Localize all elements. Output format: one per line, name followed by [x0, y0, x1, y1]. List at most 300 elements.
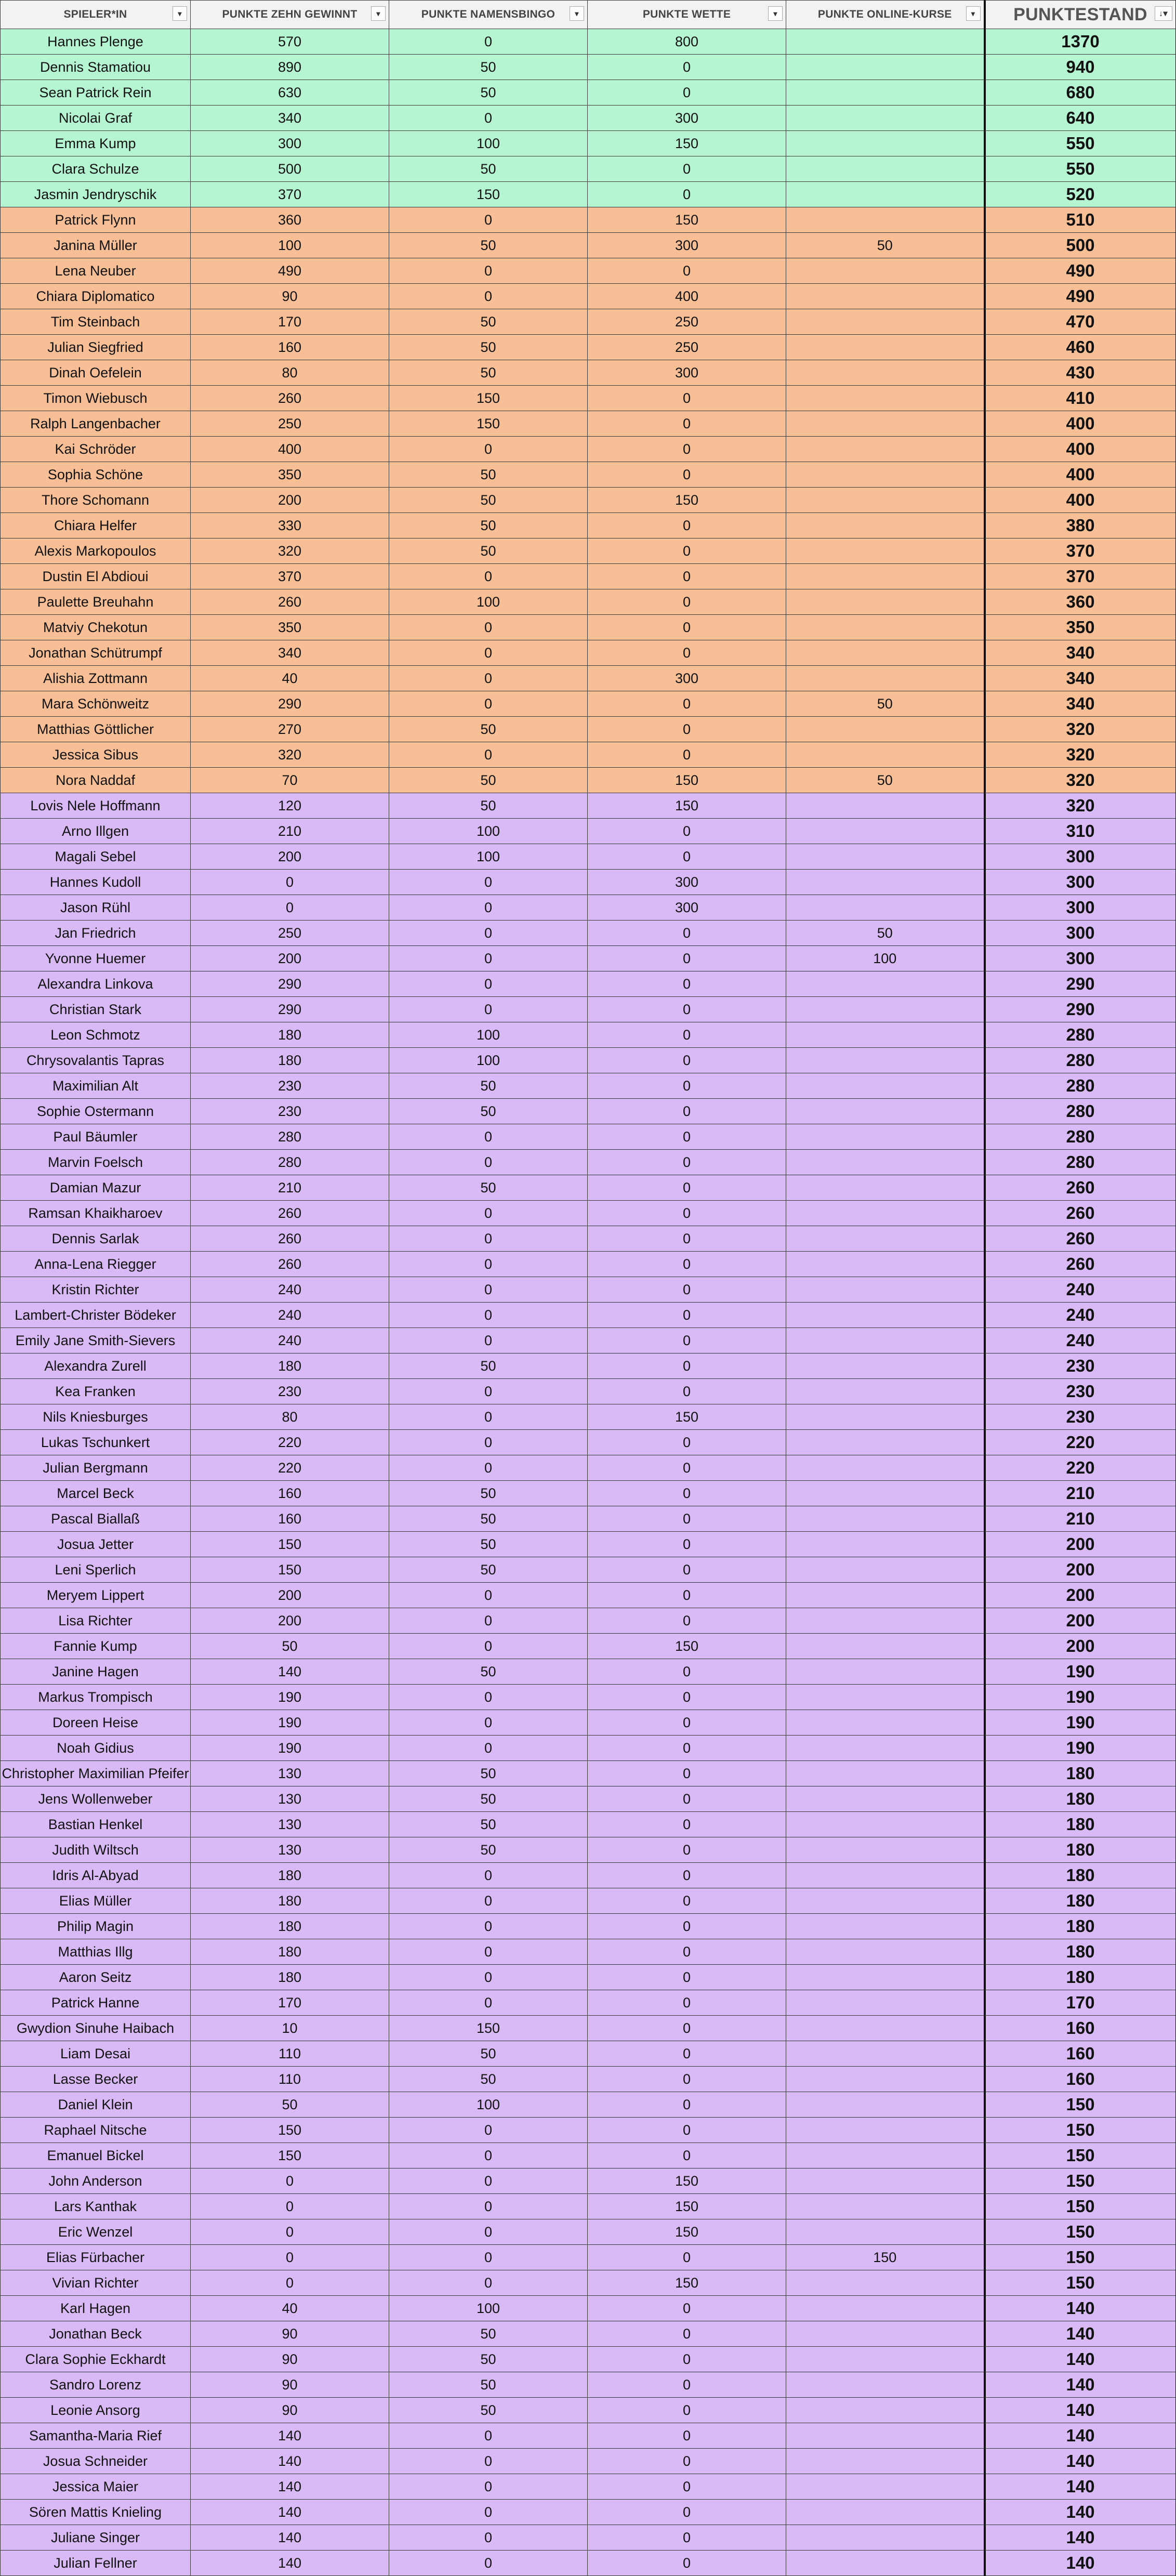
wette-cell[interactable]: 0 — [588, 946, 786, 971]
namensbingo-cell[interactable]: 150 — [389, 386, 588, 411]
online-kurse-cell[interactable] — [786, 335, 985, 360]
dropdown-arrow-icon[interactable]: ▾ — [768, 6, 783, 21]
namensbingo-cell[interactable]: 0 — [389, 2118, 588, 2143]
namensbingo-cell[interactable]: 50 — [389, 1786, 588, 1812]
zehn-gewinnt-cell[interactable]: 230 — [191, 1073, 389, 1099]
namensbingo-cell[interactable]: 50 — [389, 538, 588, 564]
wette-cell[interactable]: 0 — [588, 1659, 786, 1685]
namensbingo-cell[interactable]: 50 — [389, 1506, 588, 1532]
namensbingo-cell[interactable]: 0 — [389, 1583, 588, 1608]
wette-cell[interactable]: 0 — [588, 1175, 786, 1201]
zehn-gewinnt-cell[interactable]: 250 — [191, 411, 389, 437]
player-name-cell[interactable]: Doreen Heise — [1, 1710, 191, 1736]
namensbingo-cell[interactable]: 150 — [389, 411, 588, 437]
zehn-gewinnt-cell[interactable]: 200 — [191, 844, 389, 870]
wette-cell[interactable]: 0 — [588, 742, 786, 768]
namensbingo-cell[interactable]: 0 — [389, 1608, 588, 1634]
player-name-cell[interactable]: Leni Sperlich — [1, 1557, 191, 1583]
punktestand-cell[interactable]: 180 — [985, 1965, 1176, 1990]
player-name-cell[interactable]: Jasmin Jendryschik — [1, 182, 191, 207]
namensbingo-cell[interactable]: 0 — [389, 2500, 588, 2525]
online-kurse-cell[interactable] — [786, 131, 985, 156]
player-name-cell[interactable]: Alexandra Linkova — [1, 971, 191, 997]
zehn-gewinnt-cell[interactable]: 290 — [191, 691, 389, 717]
online-kurse-cell[interactable] — [786, 666, 985, 691]
namensbingo-cell[interactable]: 50 — [389, 1175, 588, 1201]
wette-cell[interactable]: 0 — [588, 1812, 786, 1837]
namensbingo-cell[interactable]: 0 — [389, 971, 588, 997]
zehn-gewinnt-cell[interactable]: 340 — [191, 106, 389, 131]
online-kurse-cell[interactable] — [786, 284, 985, 309]
wette-cell[interactable]: 0 — [588, 1965, 786, 1990]
namensbingo-cell[interactable]: 0 — [389, 1863, 588, 1888]
namensbingo-cell[interactable]: 0 — [389, 1303, 588, 1328]
punktestand-cell[interactable]: 280 — [985, 1073, 1176, 1099]
namensbingo-cell[interactable]: 0 — [389, 1252, 588, 1277]
wette-cell[interactable]: 0 — [588, 1888, 786, 1914]
wette-cell[interactable]: 0 — [588, 411, 786, 437]
zehn-gewinnt-cell[interactable]: 190 — [191, 1685, 389, 1710]
punktestand-cell[interactable]: 180 — [985, 1888, 1176, 1914]
wette-cell[interactable]: 0 — [588, 1150, 786, 1175]
wette-cell[interactable]: 0 — [588, 1303, 786, 1328]
player-name-cell[interactable]: Emily Jane Smith-Sievers — [1, 1328, 191, 1353]
punktestand-cell[interactable]: 680 — [985, 80, 1176, 106]
zehn-gewinnt-cell[interactable]: 570 — [191, 29, 389, 55]
online-kurse-cell[interactable] — [786, 1404, 985, 1430]
player-name-cell[interactable]: Kai Schröder — [1, 437, 191, 462]
player-name-cell[interactable]: Paulette Breuhahn — [1, 589, 191, 615]
wette-cell[interactable]: 0 — [588, 513, 786, 538]
player-name-cell[interactable]: Mara Schönweitz — [1, 691, 191, 717]
namensbingo-cell[interactable]: 0 — [389, 2194, 588, 2219]
namensbingo-cell[interactable]: 0 — [389, 1226, 588, 1252]
player-name-cell[interactable]: Leon Schmotz — [1, 1022, 191, 1048]
punktestand-cell[interactable]: 280 — [985, 1150, 1176, 1175]
namensbingo-cell[interactable]: 0 — [389, 1990, 588, 2016]
player-name-cell[interactable]: Meryem Lippert — [1, 1583, 191, 1608]
player-name-cell[interactable]: Christopher Maximilian Pfeifer — [1, 1761, 191, 1786]
zehn-gewinnt-cell[interactable]: 280 — [191, 1124, 389, 1150]
namensbingo-cell[interactable]: 50 — [389, 1099, 588, 1124]
zehn-gewinnt-cell[interactable]: 260 — [191, 1252, 389, 1277]
online-kurse-cell[interactable] — [786, 1226, 985, 1252]
online-kurse-cell[interactable] — [786, 2143, 985, 2168]
online-kurse-cell[interactable]: 150 — [786, 2245, 985, 2270]
online-kurse-cell[interactable] — [786, 488, 985, 513]
online-kurse-cell[interactable] — [786, 2092, 985, 2118]
wette-cell[interactable]: 0 — [588, 819, 786, 844]
player-name-cell[interactable]: Bastian Henkel — [1, 1812, 191, 1837]
namensbingo-cell[interactable]: 0 — [389, 870, 588, 895]
wette-cell[interactable]: 0 — [588, 1761, 786, 1786]
zehn-gewinnt-cell[interactable]: 260 — [191, 1226, 389, 1252]
wette-cell[interactable]: 0 — [588, 1506, 786, 1532]
zehn-gewinnt-cell[interactable]: 140 — [191, 2525, 389, 2551]
header-player[interactable] — [1, 1, 191, 29]
online-kurse-cell[interactable] — [786, 895, 985, 921]
wette-cell[interactable]: 0 — [588, 1277, 786, 1303]
punktestand-cell[interactable]: 260 — [985, 1201, 1176, 1226]
zehn-gewinnt-cell[interactable]: 80 — [191, 1404, 389, 1430]
namensbingo-cell[interactable]: 0 — [389, 1710, 588, 1736]
punktestand-cell[interactable]: 1370 — [985, 29, 1176, 55]
zehn-gewinnt-cell[interactable]: 210 — [191, 1175, 389, 1201]
online-kurse-cell[interactable] — [786, 538, 985, 564]
punktestand-cell[interactable]: 150 — [985, 2092, 1176, 2118]
zehn-gewinnt-cell[interactable]: 110 — [191, 2041, 389, 2067]
namensbingo-cell[interactable]: 50 — [389, 2347, 588, 2372]
wette-cell[interactable]: 0 — [588, 2296, 786, 2321]
namensbingo-cell[interactable]: 50 — [389, 2398, 588, 2423]
wette-cell[interactable]: 150 — [588, 1404, 786, 1430]
punktestand-cell[interactable]: 340 — [985, 691, 1176, 717]
namensbingo-cell[interactable]: 0 — [389, 2245, 588, 2270]
punktestand-cell[interactable]: 160 — [985, 2067, 1176, 2092]
wette-cell[interactable]: 0 — [588, 1710, 786, 1736]
zehn-gewinnt-cell[interactable]: 210 — [191, 819, 389, 844]
namensbingo-cell[interactable]: 0 — [389, 564, 588, 589]
namensbingo-cell[interactable]: 50 — [389, 1837, 588, 1863]
player-name-cell[interactable]: Timon Wiebusch — [1, 386, 191, 411]
namensbingo-cell[interactable]: 50 — [389, 2321, 588, 2347]
player-name-cell[interactable]: Marcel Beck — [1, 1481, 191, 1506]
online-kurse-cell[interactable] — [786, 742, 985, 768]
zehn-gewinnt-cell[interactable]: 160 — [191, 335, 389, 360]
zehn-gewinnt-cell[interactable]: 190 — [191, 1736, 389, 1761]
punktestand-cell[interactable]: 140 — [985, 2398, 1176, 2423]
player-name-cell[interactable]: Dustin El Abdioui — [1, 564, 191, 589]
wette-cell[interactable]: 0 — [588, 1481, 786, 1506]
player-name-cell[interactable]: Hannes Plenge — [1, 29, 191, 55]
player-name-cell[interactable]: Raphael Nitsche — [1, 2118, 191, 2143]
zehn-gewinnt-cell[interactable]: 150 — [191, 2118, 389, 2143]
dropdown-arrow-icon[interactable]: ▾ — [173, 6, 187, 21]
online-kurse-cell[interactable] — [786, 386, 985, 411]
wette-cell[interactable]: 150 — [588, 2270, 786, 2296]
namensbingo-cell[interactable]: 0 — [389, 2449, 588, 2474]
online-kurse-cell[interactable] — [786, 1022, 985, 1048]
online-kurse-cell[interactable] — [786, 1812, 985, 1837]
online-kurse-cell[interactable] — [786, 2321, 985, 2347]
online-kurse-cell[interactable] — [786, 717, 985, 742]
player-name-cell[interactable]: Emma Kump — [1, 131, 191, 156]
namensbingo-cell[interactable]: 0 — [389, 1455, 588, 1481]
punktestand-cell[interactable]: 160 — [985, 2016, 1176, 2041]
wette-cell[interactable]: 150 — [588, 793, 786, 819]
punktestand-cell[interactable]: 180 — [985, 1761, 1176, 1786]
namensbingo-cell[interactable]: 100 — [389, 2296, 588, 2321]
wette-cell[interactable]: 0 — [588, 156, 786, 182]
punktestand-cell[interactable]: 520 — [985, 182, 1176, 207]
namensbingo-cell[interactable]: 50 — [389, 1812, 588, 1837]
player-name-cell[interactable]: Alexis Markopoulos — [1, 538, 191, 564]
online-kurse-cell[interactable] — [786, 2347, 985, 2372]
zehn-gewinnt-cell[interactable]: 140 — [191, 2474, 389, 2500]
punktestand-cell[interactable]: 940 — [985, 55, 1176, 80]
online-kurse-cell[interactable] — [786, 2474, 985, 2500]
online-kurse-cell[interactable] — [786, 1659, 985, 1685]
zehn-gewinnt-cell[interactable]: 220 — [191, 1455, 389, 1481]
namensbingo-cell[interactable]: 50 — [389, 462, 588, 488]
punktestand-cell[interactable]: 400 — [985, 411, 1176, 437]
player-name-cell[interactable]: Jessica Sibus — [1, 742, 191, 768]
player-name-cell[interactable]: Matthias Göttlicher — [1, 717, 191, 742]
online-kurse-cell[interactable] — [786, 207, 985, 233]
online-kurse-cell[interactable] — [786, 1736, 985, 1761]
punktestand-cell[interactable]: 150 — [985, 2219, 1176, 2245]
punktestand-cell[interactable]: 180 — [985, 1914, 1176, 1939]
punktestand-cell[interactable]: 340 — [985, 640, 1176, 666]
namensbingo-cell[interactable]: 50 — [389, 1761, 588, 1786]
punktestand-cell[interactable]: 260 — [985, 1226, 1176, 1252]
player-name-cell[interactable]: Vivian Richter — [1, 2270, 191, 2296]
zehn-gewinnt-cell[interactable]: 40 — [191, 666, 389, 691]
punktestand-cell[interactable]: 140 — [985, 2296, 1176, 2321]
online-kurse-cell[interactable] — [786, 2372, 985, 2398]
wette-cell[interactable]: 0 — [588, 1073, 786, 1099]
online-kurse-cell[interactable] — [786, 1914, 985, 1939]
zehn-gewinnt-cell[interactable]: 0 — [191, 2270, 389, 2296]
zehn-gewinnt-cell[interactable]: 240 — [191, 1303, 389, 1328]
wette-cell[interactable]: 0 — [588, 462, 786, 488]
online-kurse-cell[interactable] — [786, 1073, 985, 1099]
zehn-gewinnt-cell[interactable]: 260 — [191, 386, 389, 411]
namensbingo-cell[interactable]: 50 — [389, 488, 588, 513]
zehn-gewinnt-cell[interactable]: 130 — [191, 1837, 389, 1863]
namensbingo-cell[interactable]: 50 — [389, 1557, 588, 1583]
player-name-cell[interactable]: Christian Stark — [1, 997, 191, 1022]
zehn-gewinnt-cell[interactable]: 0 — [191, 870, 389, 895]
namensbingo-cell[interactable]: 150 — [389, 2016, 588, 2041]
punktestand-cell[interactable]: 300 — [985, 844, 1176, 870]
zehn-gewinnt-cell[interactable]: 260 — [191, 1201, 389, 1226]
namensbingo-cell[interactable]: 100 — [389, 844, 588, 870]
punktestand-cell[interactable]: 150 — [985, 2245, 1176, 2270]
player-name-cell[interactable]: Patrick Hanne — [1, 1990, 191, 2016]
wette-cell[interactable]: 0 — [588, 2347, 786, 2372]
wette-cell[interactable]: 0 — [588, 691, 786, 717]
zehn-gewinnt-cell[interactable]: 240 — [191, 1277, 389, 1303]
namensbingo-cell[interactable]: 0 — [389, 691, 588, 717]
online-kurse-cell[interactable] — [786, 462, 985, 488]
namensbingo-cell[interactable]: 0 — [389, 2168, 588, 2194]
namensbingo-cell[interactable]: 0 — [389, 1201, 588, 1226]
zehn-gewinnt-cell[interactable]: 200 — [191, 488, 389, 513]
player-name-cell[interactable]: Clara Sophie Eckhardt — [1, 2347, 191, 2372]
zehn-gewinnt-cell[interactable]: 350 — [191, 615, 389, 640]
zehn-gewinnt-cell[interactable]: 180 — [191, 1939, 389, 1965]
punktestand-cell[interactable]: 150 — [985, 2270, 1176, 2296]
punktestand-cell[interactable]: 280 — [985, 1048, 1176, 1073]
zehn-gewinnt-cell[interactable]: 140 — [191, 2500, 389, 2525]
wette-cell[interactable]: 0 — [588, 844, 786, 870]
punktestand-cell[interactable]: 460 — [985, 335, 1176, 360]
punktestand-cell[interactable]: 350 — [985, 615, 1176, 640]
wette-cell[interactable]: 0 — [588, 386, 786, 411]
online-kurse-cell[interactable] — [786, 1150, 985, 1175]
punktestand-cell[interactable]: 300 — [985, 870, 1176, 895]
online-kurse-cell[interactable] — [786, 2118, 985, 2143]
zehn-gewinnt-cell[interactable]: 0 — [191, 2219, 389, 2245]
punktestand-cell[interactable]: 200 — [985, 1532, 1176, 1557]
punktestand-cell[interactable]: 550 — [985, 131, 1176, 156]
zehn-gewinnt-cell[interactable]: 630 — [191, 80, 389, 106]
punktestand-cell[interactable]: 500 — [985, 233, 1176, 258]
wette-cell[interactable]: 0 — [588, 640, 786, 666]
online-kurse-cell[interactable] — [786, 2194, 985, 2219]
zehn-gewinnt-cell[interactable]: 170 — [191, 1990, 389, 2016]
player-name-cell[interactable]: Judith Wiltsch — [1, 1837, 191, 1863]
player-name-cell[interactable]: Gwydion Sinuhe Haibach — [1, 2016, 191, 2041]
player-name-cell[interactable]: Eric Wenzel — [1, 2219, 191, 2245]
namensbingo-cell[interactable]: 100 — [389, 2092, 588, 2118]
player-name-cell[interactable]: Matviy Chekotun — [1, 615, 191, 640]
player-name-cell[interactable]: Elias Fürbacher — [1, 2245, 191, 2270]
namensbingo-cell[interactable]: 0 — [389, 1634, 588, 1659]
namensbingo-cell[interactable]: 0 — [389, 207, 588, 233]
namensbingo-cell[interactable]: 50 — [389, 1659, 588, 1685]
zehn-gewinnt-cell[interactable]: 80 — [191, 360, 389, 386]
namensbingo-cell[interactable]: 50 — [389, 1481, 588, 1506]
player-name-cell[interactable]: Lovis Nele Hoffmann — [1, 793, 191, 819]
online-kurse-cell[interactable] — [786, 2525, 985, 2551]
punktestand-cell[interactable]: 200 — [985, 1583, 1176, 1608]
zehn-gewinnt-cell[interactable]: 90 — [191, 284, 389, 309]
namensbingo-cell[interactable]: 0 — [389, 1328, 588, 1353]
punktestand-cell[interactable]: 140 — [985, 2321, 1176, 2347]
online-kurse-cell[interactable] — [786, 1965, 985, 1990]
zehn-gewinnt-cell[interactable]: 180 — [191, 1048, 389, 1073]
wette-cell[interactable]: 0 — [588, 2321, 786, 2347]
player-name-cell[interactable]: Kristin Richter — [1, 1277, 191, 1303]
wette-cell[interactable]: 150 — [588, 207, 786, 233]
wette-cell[interactable]: 0 — [588, 2041, 786, 2067]
wette-cell[interactable]: 0 — [588, 615, 786, 640]
player-name-cell[interactable]: Sophie Ostermann — [1, 1099, 191, 1124]
header-zehn-gewinnt[interactable] — [191, 1, 389, 29]
zehn-gewinnt-cell[interactable]: 150 — [191, 1532, 389, 1557]
punktestand-cell[interactable]: 340 — [985, 666, 1176, 691]
online-kurse-cell[interactable] — [786, 2500, 985, 2525]
player-name-cell[interactable]: Julian Fellner — [1, 2551, 191, 2576]
zehn-gewinnt-cell[interactable]: 490 — [191, 258, 389, 284]
player-name-cell[interactable]: Elias Müller — [1, 1888, 191, 1914]
zehn-gewinnt-cell[interactable]: 140 — [191, 1659, 389, 1685]
namensbingo-cell[interactable]: 0 — [389, 2474, 588, 2500]
online-kurse-cell[interactable] — [786, 1099, 985, 1124]
wette-cell[interactable]: 0 — [588, 1939, 786, 1965]
namensbingo-cell[interactable]: 100 — [389, 1022, 588, 1048]
namensbingo-cell[interactable]: 100 — [389, 131, 588, 156]
wette-cell[interactable]: 150 — [588, 488, 786, 513]
wette-cell[interactable]: 300 — [588, 666, 786, 691]
online-kurse-cell[interactable] — [786, 1557, 985, 1583]
zehn-gewinnt-cell[interactable]: 250 — [191, 921, 389, 946]
namensbingo-cell[interactable]: 50 — [389, 335, 588, 360]
namensbingo-cell[interactable]: 0 — [389, 1379, 588, 1404]
zehn-gewinnt-cell[interactable]: 230 — [191, 1099, 389, 1124]
player-name-cell[interactable]: Markus Trompisch — [1, 1685, 191, 1710]
player-name-cell[interactable]: Alishia Zottmann — [1, 666, 191, 691]
online-kurse-cell[interactable] — [786, 2296, 985, 2321]
zehn-gewinnt-cell[interactable]: 90 — [191, 2321, 389, 2347]
punktestand-cell[interactable]: 220 — [985, 1430, 1176, 1455]
zehn-gewinnt-cell[interactable]: 0 — [191, 895, 389, 921]
punktestand-cell[interactable]: 430 — [985, 360, 1176, 386]
zehn-gewinnt-cell[interactable]: 190 — [191, 1710, 389, 1736]
zehn-gewinnt-cell[interactable]: 270 — [191, 717, 389, 742]
player-name-cell[interactable]: Julian Siegfried — [1, 335, 191, 360]
zehn-gewinnt-cell[interactable]: 120 — [191, 793, 389, 819]
punktestand-cell[interactable]: 490 — [985, 258, 1176, 284]
sort-descending-icon[interactable]: ↓▾ — [1155, 6, 1172, 21]
online-kurse-cell[interactable] — [786, 1328, 985, 1353]
punktestand-cell[interactable]: 140 — [985, 2500, 1176, 2525]
online-kurse-cell[interactable] — [786, 1608, 985, 1634]
online-kurse-cell[interactable] — [786, 2067, 985, 2092]
player-name-cell[interactable]: Dennis Stamatiou — [1, 55, 191, 80]
player-name-cell[interactable]: John Anderson — [1, 2168, 191, 2194]
zehn-gewinnt-cell[interactable]: 290 — [191, 997, 389, 1022]
online-kurse-cell[interactable] — [786, 870, 985, 895]
punktestand-cell[interactable]: 210 — [985, 1481, 1176, 1506]
online-kurse-cell[interactable] — [786, 1379, 985, 1404]
wette-cell[interactable]: 0 — [588, 182, 786, 207]
namensbingo-cell[interactable]: 50 — [389, 793, 588, 819]
zehn-gewinnt-cell[interactable]: 320 — [191, 742, 389, 768]
wette-cell[interactable]: 0 — [588, 564, 786, 589]
punktestand-cell[interactable]: 140 — [985, 2423, 1176, 2449]
punktestand-cell[interactable]: 550 — [985, 156, 1176, 182]
zehn-gewinnt-cell[interactable]: 150 — [191, 1557, 389, 1583]
wette-cell[interactable]: 0 — [588, 538, 786, 564]
zehn-gewinnt-cell[interactable]: 330 — [191, 513, 389, 538]
namensbingo-cell[interactable]: 0 — [389, 2219, 588, 2245]
online-kurse-cell[interactable]: 50 — [786, 691, 985, 717]
namensbingo-cell[interactable]: 50 — [389, 233, 588, 258]
player-name-cell[interactable]: Sophia Schöne — [1, 462, 191, 488]
player-name-cell[interactable]: Emanuel Bickel — [1, 2143, 191, 2168]
namensbingo-cell[interactable]: 0 — [389, 1150, 588, 1175]
wette-cell[interactable]: 0 — [588, 1201, 786, 1226]
player-name-cell[interactable]: Chrysovalantis Tapras — [1, 1048, 191, 1073]
punktestand-cell[interactable]: 140 — [985, 2474, 1176, 2500]
zehn-gewinnt-cell[interactable]: 130 — [191, 1761, 389, 1786]
zehn-gewinnt-cell[interactable]: 140 — [191, 2449, 389, 2474]
punktestand-cell[interactable]: 200 — [985, 1608, 1176, 1634]
wette-cell[interactable]: 0 — [588, 1328, 786, 1353]
wette-cell[interactable]: 0 — [588, 1048, 786, 1073]
online-kurse-cell[interactable] — [786, 182, 985, 207]
online-kurse-cell[interactable] — [786, 1888, 985, 1914]
wette-cell[interactable]: 0 — [588, 1736, 786, 1761]
online-kurse-cell[interactable] — [786, 156, 985, 182]
online-kurse-cell[interactable] — [786, 1048, 985, 1073]
player-name-cell[interactable]: Marvin Foelsch — [1, 1150, 191, 1175]
player-name-cell[interactable]: Nora Naddaf — [1, 768, 191, 793]
punktestand-cell[interactable]: 280 — [985, 1099, 1176, 1124]
wette-cell[interactable]: 0 — [588, 1583, 786, 1608]
namensbingo-cell[interactable]: 0 — [389, 1914, 588, 1939]
online-kurse-cell[interactable] — [786, 2270, 985, 2296]
player-name-cell[interactable]: Damian Mazur — [1, 1175, 191, 1201]
punktestand-cell[interactable]: 150 — [985, 2143, 1176, 2168]
online-kurse-cell[interactable] — [786, 29, 985, 55]
punktestand-cell[interactable]: 370 — [985, 564, 1176, 589]
namensbingo-cell[interactable]: 0 — [389, 2270, 588, 2296]
punktestand-cell[interactable]: 150 — [985, 2194, 1176, 2219]
